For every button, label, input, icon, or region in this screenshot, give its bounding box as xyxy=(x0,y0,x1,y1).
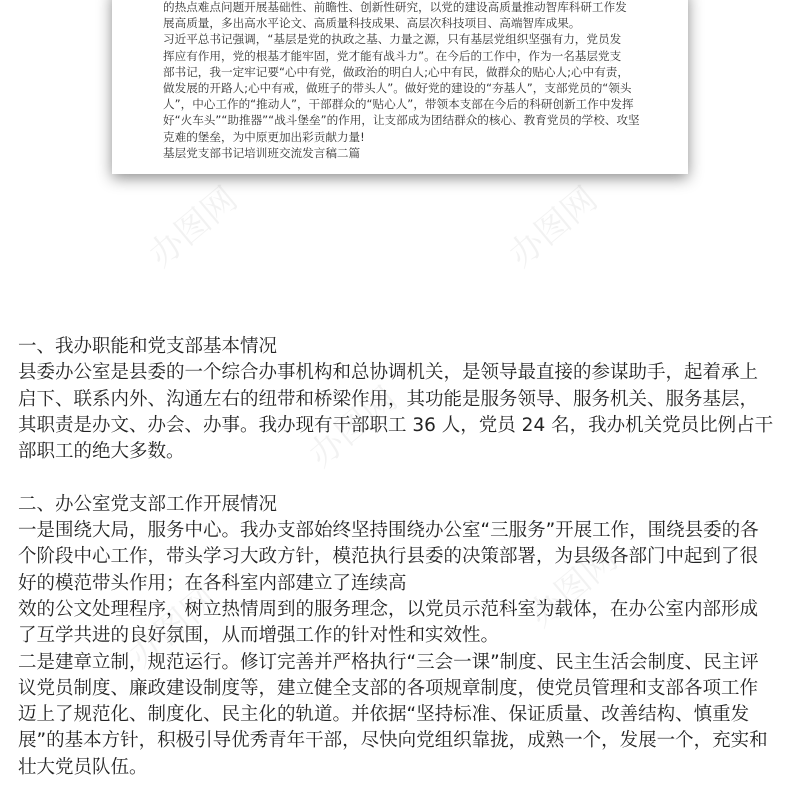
text-line: 效的公文处理程序，树立热情周到的服务理念，以党员示范科室为载体，在办公室内部形成 xyxy=(18,598,759,620)
text-line: 展高质量，多出高水平论文、高质量科技成果、高层次科技项目、高端智库成果。 xyxy=(163,16,581,31)
text-line: 县委办公室是县委的一个综合办事机构和总协调机关，是领导最直接的参谋助手，起着承上 xyxy=(18,362,759,384)
text-line: 的热点难点问题开展基础性、前瞻性、创新性研究，以党的建设高质量推动智库科研工作发 xyxy=(163,0,627,14)
text-line: 部书记，我一定牢记要“心中有党，做政治的明白人;心中有民，做群众的贴心人;心中有责， xyxy=(163,64,629,79)
section-1-text xyxy=(18,360,798,465)
text-line: 人”，中心工作的“推动人”，干部群众的“贴心人”，带领本支部在今后的科研创新工作中发挥 xyxy=(163,97,634,112)
text-line: 个阶段中心工作，带头学习大政方针，模范执行县委的决策部署，为县级各部门中起到了很 xyxy=(18,546,759,568)
watermark: 办图网 xyxy=(141,179,246,276)
text-line: 壮大党员队伍。 xyxy=(18,756,148,778)
preview-text xyxy=(163,0,683,161)
text-line: 启下、联系内外、沟通左右的纽带和桥梁作用，其功能是服务领导、服务机关、服务基层， xyxy=(18,388,759,410)
text-line: 议党员制度、廉政建设制度等，建立健全支部的各项规章制度，使党员管理和支部各项工作 xyxy=(18,677,759,699)
section-heading: 二、办公室党支部工作开展情况 xyxy=(18,493,278,515)
watermark: 办图网 xyxy=(501,179,606,276)
text-line: 一是围绕大局，服务中心。我办支部始终坚持围绕办公室“三服务”开展工作，围绕县委的各 xyxy=(18,520,759,542)
text-line: 展”的基本方针，积极引导优秀青年干部，尽快向党组织靠拢，成熟一个，发展一个，充实和 xyxy=(18,730,768,752)
text-line: 其职责是办文、办会、办事。我办现有干部职工 36 人，党员 24 名，我办机关党员比例占干 xyxy=(18,414,774,436)
text-line: 克难的堡垒，为中原更加出彩贡献力量! xyxy=(163,129,365,144)
document-preview-card xyxy=(112,0,688,174)
text-line: 部职工的绝大多数。 xyxy=(18,441,185,463)
text-line: 基层党支部书记培训班交流发言稿二篇 xyxy=(163,145,361,160)
section-2-text xyxy=(18,518,798,781)
watermark: 办图网 xyxy=(301,379,406,476)
document-body xyxy=(18,334,798,781)
watermark: 办图网 xyxy=(521,539,626,636)
text-line: 习近平总书记强调，“基层是党的执政之基、力量之源，只有基层党组织坚强有力，党员发 xyxy=(163,32,622,47)
text-line: 挥应有作用，党的根基才能牢固，党才能有战斗力”。在今后的工作中，作为一名基层党支 xyxy=(163,48,622,63)
text-line: 好的模范带头作用；在各科室内部建立了连续高 xyxy=(18,572,407,594)
text-line: 做发展的开路人;心中有戒，做班子的带头人”。做好党的建设的“夯基人”，支部党员的“领头 xyxy=(163,81,632,96)
text-line: 迈上了规范化、制度化、民主化的轨道。并依据“坚持标准、保证质量、改善结构、慎重发 xyxy=(18,704,750,726)
text-line: 二是建章立制，规范运行。修订完善并严格执行“三会一课”制度、民主生活会制度、民主评 xyxy=(18,651,759,673)
text-line: 了互学共进的良好氛围，从而增强工作的针对性和实效性。 xyxy=(18,625,500,647)
section-heading: 一、我办职能和党支部基本情况 xyxy=(18,336,278,357)
watermark: 办图网 xyxy=(121,579,226,676)
text-line: 好“火车头”“助推器”“战斗堡垒”的作用，让支部成为团结群众的核心、教育党员的学校、攻坚 xyxy=(163,113,640,128)
